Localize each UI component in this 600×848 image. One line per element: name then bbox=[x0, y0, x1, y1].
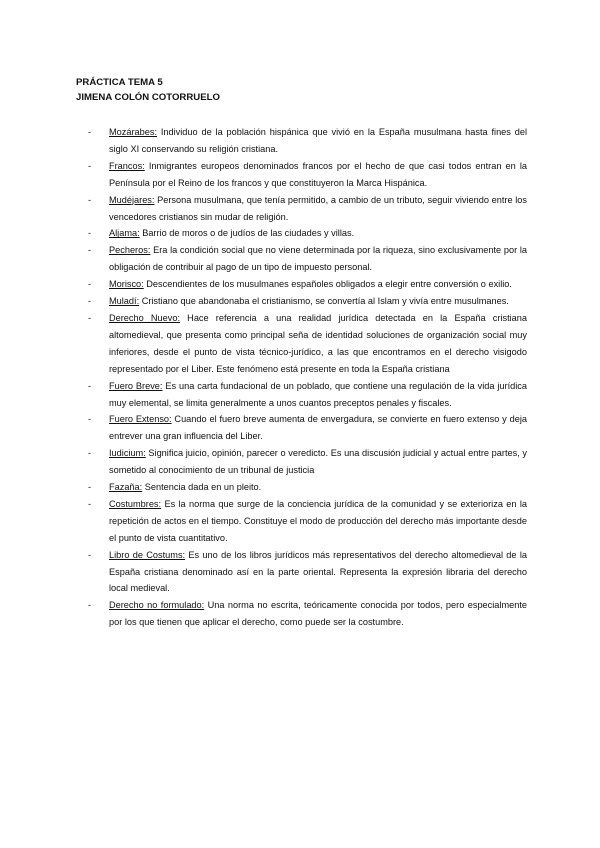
list-item bbox=[88, 597, 527, 631]
list-item bbox=[88, 479, 527, 496]
bullet-dash: - bbox=[88, 414, 92, 425]
bullet-dash: - bbox=[88, 279, 92, 290]
list-item bbox=[88, 158, 527, 192]
list-item bbox=[88, 378, 527, 412]
document-header bbox=[76, 75, 220, 105]
practice-title: PRÁCTICA TEMA 5 bbox=[76, 77, 163, 88]
list-item bbox=[88, 242, 527, 276]
glossary-definition: Es uno de los libros jurídicos más representativos del derecho altomedieval de la España cristiana denominado así en la parte oriental. Representa la expresión libraria del derecho local medieval. bbox=[109, 549, 527, 594]
list-item bbox=[88, 293, 527, 310]
glossary-term: Mozárabes: bbox=[109, 127, 158, 137]
bullet-dash: - bbox=[88, 312, 92, 323]
glossary-definition: Persona musulmana, que tenía permitido, a cambio de un tributo, seguir viviendo entre los vencedores cristianos sin mudar de religión. bbox=[109, 194, 527, 222]
glossary-list bbox=[88, 124, 528, 631]
author-name: JIMENA COLÓN COTORRUELO bbox=[76, 92, 220, 103]
glossary-definition: Hace referencia a una realidad jurídica detectada en la España cristiana altomedieval, que presenta como principal seña de identidad soluciones de organización social muy inferiores, desde el punto de vista técnico-jurídico, a las que encontramos en el derecho visigodo representado por el Liber. Este fenómeno está presente en toda la España cristiana bbox=[109, 312, 528, 374]
glossary-term: Francos: bbox=[109, 160, 145, 171]
glossary-term: Costumbres: bbox=[109, 498, 162, 509]
bullet-dash: - bbox=[88, 228, 92, 239]
glossary-term: Fuero Breve: bbox=[109, 380, 163, 391]
bullet-dash: - bbox=[88, 600, 92, 611]
glossary-definition: Sentencia dada en un pleito. bbox=[142, 482, 262, 493]
bullet-dash: - bbox=[88, 482, 92, 493]
glossary-term: Fuero Extenso: bbox=[109, 414, 172, 425]
glossary-term: Derecho Nuevo: bbox=[109, 312, 181, 323]
glossary-term: Pecheros: bbox=[109, 245, 151, 256]
glossary-term: Fazaña: bbox=[109, 482, 143, 493]
bullet-dash: - bbox=[88, 448, 92, 459]
bullet-dash: - bbox=[88, 296, 92, 307]
bullet-dash: - bbox=[88, 245, 92, 256]
glossary-term: Derecho no formulado: bbox=[109, 600, 205, 611]
bullet-dash: - bbox=[88, 160, 92, 171]
list-item bbox=[88, 124, 527, 158]
list-item bbox=[88, 411, 527, 445]
glossary-term: Mudéjares: bbox=[109, 194, 155, 205]
list-item bbox=[88, 310, 528, 378]
glossary-definition: Cuando el fuero breve aumenta de envergadura, se convierte en fuero extenso y deja entrever una gran influencia del Liber. bbox=[109, 414, 527, 442]
glossary-definition: Es la norma que surge de la conciencia jurídica de la comunidad y se exterioriza en la repetición de actos en el tiempo. Constituye el modo de producción del derecho más importante desde el punto de vista cuantitativo. bbox=[109, 498, 527, 543]
bullet-dash: - bbox=[88, 549, 92, 560]
glossary-definition: Barrio de moros o de judíos de las ciudades y villas. bbox=[139, 228, 355, 239]
glossary-term: Morisco: bbox=[109, 279, 144, 290]
glossary-term: Iudicium: bbox=[109, 448, 146, 459]
glossary-definition: Una norma no escrita, teóricamente conocida por todos, pero especialmente por los que tienen que aplicar el derecho, como puede ser la costumbre. bbox=[109, 600, 527, 628]
glossary-definition: Individuo de la población hispánica que vivió en la España musulmana hasta fines del siglo XI conservando su religión cristiana. bbox=[109, 127, 527, 154]
bullet-dash: - bbox=[88, 498, 92, 509]
glossary-definition: Significa juicio, opinión, parecer o veredicto. Es una discusión judicial y actual entre partes, y sometido al conocimiento de un tribunal de justicia bbox=[109, 448, 527, 476]
glossary-definition: Era la condición social que no viene determinada por la riqueza, sino exclusivamente por la obligación de contribuir al pago de un tipo de impuesto personal. bbox=[109, 245, 527, 273]
bullet-dash: - bbox=[88, 194, 92, 205]
bullet-dash: - bbox=[88, 127, 92, 137]
list-item bbox=[88, 192, 527, 226]
bullet-dash: - bbox=[88, 380, 92, 391]
glossary-term: Libro de Costums: bbox=[109, 549, 186, 560]
glossary-definition: Inmigrantes europeos denominados francos por el hecho de que casi todos entran en la Península por el Reino de los francos y que constituyeron la Marca Hispánica. bbox=[109, 160, 527, 188]
list-item bbox=[88, 276, 527, 293]
list-item bbox=[88, 445, 527, 479]
glossary-definition: Es una carta fundacional de un poblado, que contiene una regulación de la vida jurídica muy elemental, se limita generalmente a unos cuantos preceptos penales y fiscales. bbox=[109, 380, 527, 408]
glossary-definition: Cristiano que abandonaba el cristianismo, se convertía al Islam y vivía entre musulmanes. bbox=[139, 296, 509, 307]
list-item bbox=[88, 547, 527, 598]
glossary-definition: Descendientes de los musulmanes españoles obligados a elegir entre conversión o exilio. bbox=[143, 279, 512, 290]
list-item bbox=[88, 496, 527, 547]
list-item bbox=[88, 225, 527, 242]
glossary-term: Aljama: bbox=[109, 228, 140, 239]
glossary-term: Muladí: bbox=[109, 296, 140, 307]
